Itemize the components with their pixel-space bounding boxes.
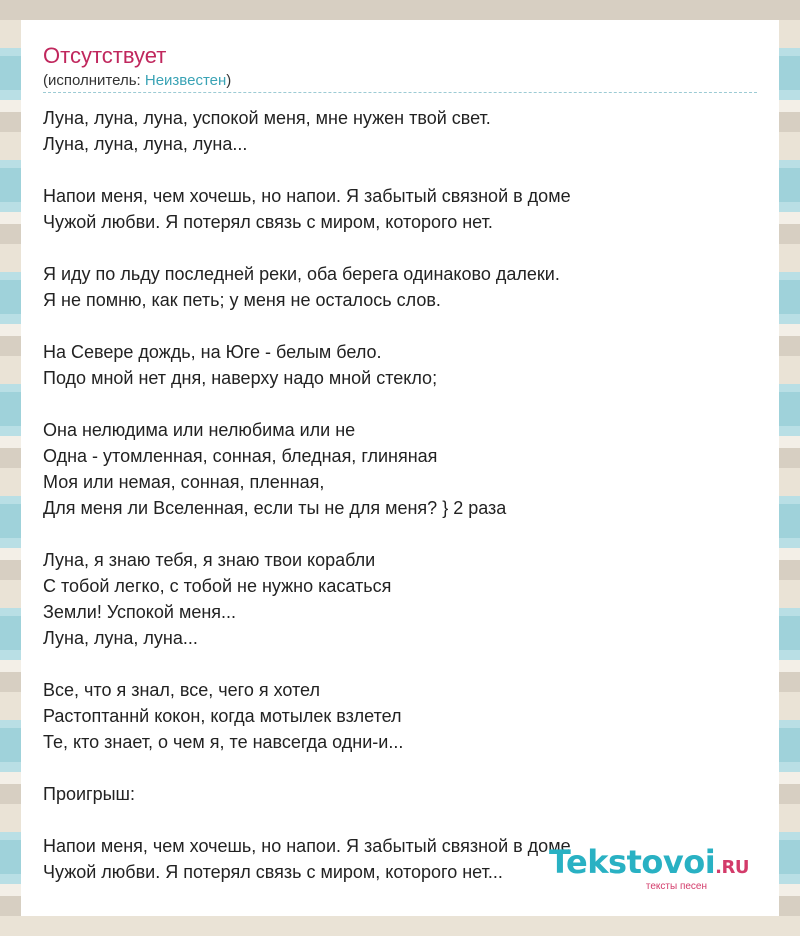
lyric-line: Луна, я знаю тебя, я знаю твои корабли: [43, 550, 376, 570]
lyric-blank-line: [43, 807, 763, 833]
site-logo[interactable]: [549, 845, 749, 892]
artist-link[interactable]: Неизвестен: [144, 72, 227, 89]
lyric-line: Чужой любви. Я потерял связь с миром, которого нет.: [43, 212, 493, 232]
logo-wordmark: [549, 845, 749, 885]
lyric-blank-line: [43, 313, 763, 339]
lyric-line: Луна, луна, луна, луна...: [43, 134, 248, 154]
lyric-line: Напои меня, чем хочешь, но напои. Я забытый связной в доме: [43, 836, 571, 856]
lyric-line: Я не помню, как петь; у меня не осталось слов.: [43, 290, 441, 310]
lyric-line: Луна, луна, луна...: [43, 628, 198, 648]
lyric-blank-line: [43, 651, 763, 677]
artist-prefix: (исполнитель:: [43, 72, 145, 89]
lyric-line: На Севере дождь, на Юге - белым бело.: [43, 342, 382, 362]
lyric-line: Моя или немая, сонная, пленная,: [43, 472, 325, 492]
lyric-line: Я иду по льду последней реки, оба берега одинаково далеки.: [43, 264, 560, 284]
lyric-line: Растоптаннй кокон, когда мотылек взлетел: [43, 706, 402, 726]
song-title: Отсутствует: [43, 43, 167, 68]
logo-name: Tekstovoi: [548, 843, 716, 881]
lyric-line: Те, кто знает, о чем я, те навсегда одни-и...: [43, 732, 404, 752]
lyric-blank-line: [43, 521, 763, 547]
lyric-line: Для меня ли Вселенная, если ты не для меня? } 2 раза: [43, 498, 507, 518]
logo-tagline: тексты песен: [645, 881, 707, 892]
lyric-blank-line: [43, 755, 763, 781]
lyric-blank-line: [43, 235, 763, 261]
lyrics-text: [43, 105, 763, 885]
lyric-line: Напои меня, чем хочешь, но напои. Я забытый связной в доме: [43, 186, 571, 206]
artist-line: [43, 72, 231, 90]
lyric-line: Чужой любви. Я потерял связь с миром, которого нет...: [43, 862, 503, 882]
lyric-line: С тобой легко, с тобой не нужно касаться: [43, 576, 392, 596]
lyrics-card: [21, 20, 779, 916]
artist-suffix: ): [226, 72, 232, 89]
logo-domain: .RU: [715, 857, 749, 878]
lyric-line: Подо мной нет дня, наверху надо мной стекло;: [43, 368, 438, 388]
lyric-line: Все, что я знал, все, чего я хотел: [43, 680, 320, 700]
lyric-blank-line: [43, 391, 763, 417]
title-divider: [43, 92, 757, 93]
lyric-line: Проигрыш:: [43, 784, 135, 804]
lyric-line: Земли! Успокой меня...: [43, 602, 237, 622]
lyric-blank-line: [43, 157, 763, 183]
lyric-line: Одна - утомленная, сонная, бледная, глиняная: [43, 446, 438, 466]
lyric-line: Она нелюдима или нелюбима или не: [43, 420, 356, 440]
lyric-line: Луна, луна, луна, успокой меня, мне нужен твой свет.: [43, 108, 491, 128]
